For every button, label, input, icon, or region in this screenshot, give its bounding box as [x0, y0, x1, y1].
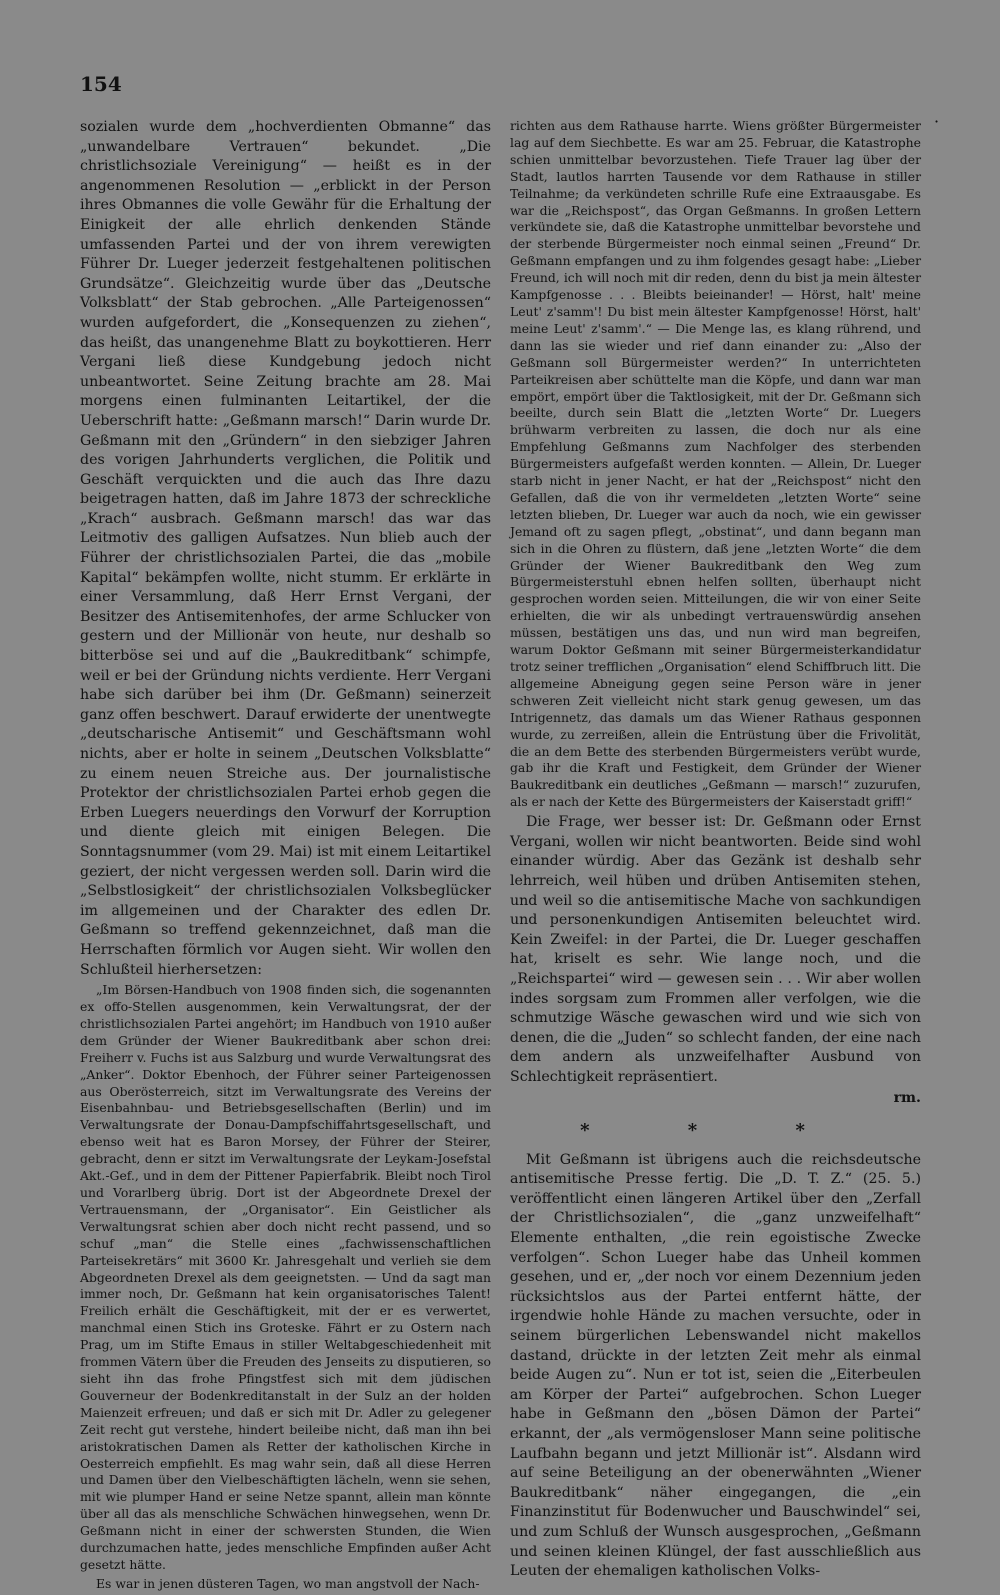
article-paragraph: sozialen wurde dem „hochverdienten Obmanne“ das „unwandelbare Vertrauen“ bekundet. „Die christlichsoziale Vereinigung“ — heißt es in der angenommenen Resolution — „erblickt in der Person ihres Obmannes die volle Gewähr für die Erhaltung der Einigkeit der alle ehrlich denkenden Stände umfassenden Partei und der von ihrem verewigten Führer Dr. Lueger jederzeit festgehaltenen politischen Grundsätze“. Gleichzeitig wurde über das „Deutsche Volksblatt“ der Stab gebrochen. „Alle Parteigenossen“ wurden aufgefordert, die „Konsequenzen zu ziehen“, das heißt, das unangenehme Blatt zu boykottieren. Herr Vergani ließ diese Kundgebung jedoch nicht unbeantwortet. Seine Zeitung brachte am 28. Mai morgens einen fulminanten Leitartikel, der die Ueberschrift hatte: „Geßmann marsch!“ Darin wurde Dr. Geßmann mit den „Gründern“ in den siebziger Jahren des vorigen Jahrhunderts verglichen, die Politik und Geschäft verquickten und die auch das Ihre dazu beigetragen hatten, daß im Jahre 1873 der schreckliche „Krach“ ausbrach. Geßmann marsch! das war das Leitmotiv des galligen Aufsatzes. Nun blieb auch der Führer der christlichsozialen Partei, die das „mobile Kapital“ bekämpfen wollte, nicht stumm. Er erklärte in einer Versammlung, daß Herr Ernst Vergani, der Besitzer des Antisemitenhofes, der arme Schlucker von gestern und der Millionär von heute, nur deshalb so bitterböse sei und auf die „Baukreditbank“ schimpfe, weil er bei der Gründung nichts verdiente. Herr Vergani habe sich darüber bei ihm (Dr. Geßmann) seinerzeit ganz offen beschwert. Darauf erwiderte der unentwegte „deutscharische Antisemit“ und Geschäftsmann wohl nichts, aber er holte in seinem „Deutschen Volksblatte“ zu einem neuen Streiche aus. Der journalistische Protektor der christlichsozialen Partei erhob gegen die Erben Luegers neuerdings den Vorwurf der Korruption und diente gleich mit einigen Belegen. Die Sonntagsnummer (vom 29. Mai) ist mit einem Leitartikel geziert, der nicht vergessen werden soll. Darin wird die „Selbstlosigkeit“ der christlichsozialen Volksbeglücker im allgemeinen und der Charakter des edlen Dr. Geßmann so treffend gekennzeichnet, daß man die Herrschaften förmlich vor Augen sieht. Wir wollen den Schlußteil hierhersetzen:	[80, 119, 491, 978]
author-signature: rm.	[893, 1090, 921, 1107]
article-paragraph: Mit Geßmann ist übrigens auch die reichsdeutsche antisemitische Presse fertig. Die „D. T. Z.“ (25. 5.) veröffentlicht einen längeren Artikel über den „Zerfall der Christlichsozialen“, die „ganz unzweifelhaft“ Elemente enthalten, „die rein egoistische Zwecke verfolgen“. Schon Lueger habe das Unheil kommen gesehen, und er, „der noch vor einem Dezennium jeden rücksichtslos aus der Partei entfernt hätte, der irgendwie hohle Hände zu machen versuchte, oder in seinem bürgerlichen Lebenswandel nicht makellos dastand, drückte in der letzten Zeit mehr als einmal beide Augen zu“. Nun er tot ist, seien die „Eiterbeulen am Körper der Partei“ aufgebrochen. Schon Lueger habe in Geßmann den „bösen Dämon der Partei“ erkannt, der „als vermögensloser Mann seine politische Laufbahn begann und jetzt Millionär ist“. Alsdann wird auf seine Beteiligung an der obenerwähnten „Wiener Baukreditbank“ näher eingegangen, die „ein Finanzinstitut für Bodenwucher und Bauschwindel“ sei, und zum Schluß der Wunsch ausgesprochen, „Geßmann und seinen kleinen Klüngel, der fast ausschließlich aus Leuten der ehemaligen katholischen Volks-	[510, 1151, 921, 1580]
right-column	[510, 118, 921, 1584]
left-column	[80, 118, 491, 1595]
quoted-passage-continued: richten aus dem Rathause harrte. Wiens größter Bürgermeister lag auf dem Siechbette. Es war am 25. Februar, die Katastrophe schien unmittelbar bevorzustehen. Tiefe Trauer lag über der Stadt, lautlos harrten Tausende vor dem Rathause in stiller Teilnahme; da verkündeten schrille Rufe eine Extraausgabe. Es war die „Reichspost“, das Organ Geßmanns. In großen Lettern verkündete sie, daß die Katastrophe unmittelbar bevorstehe und der sterbende Bürgermeister noch einmal seinen „Freund“ Dr. Geßmann empfangen und zu ihm folgendes gesagt habe: „Lieber Freund, ich will noch mit dir reden, denn du bist ja mein ältester Kampfgenosse . . . Bleibts beieinander! — Hörst, halt' meine Leut' z'samm'! Du bist mein ältester Kampfgenosse! Hörst, halt' meine Leut' z'samm'.“ — Die Menge las, es klang rührend, und dann las sie wieder und rief dann einander zu: „Also der Geßmann soll Bürgermeister werden?“ In unterrichteten Parteikreisen aber schüttelte man die Köpfe, und dann war man empört, empört über die Taktlosigkeit, mit der Dr. Geßmann sich beeilte, durch sein Blatt die „letzten Worte“ Dr. Luegers brühwarm verbreiten zu lassen, die doch nur als eine Empfehlung Geßmanns zum Nachfolger des sterbenden Bürgermeisters aufgefaßt werden konnten. — Allein, Dr. Lueger starb nicht in jener Nacht, er hat der „Reichspost“ nicht den Gefallen, daß die von ihr vermeldeten „letzten Worte“ seine letzten blieben, Dr. Lueger war auch da noch, wie ein gewisser Jemand oft zu sagen pflegt, „obstinat“, und dann begann man sich in die Ohren zu flüstern, daß jene „letzten Worte“ die dem Gründer der Wiener Baukreditbank den Weg zum Bürgermeisterstuhl ebnen helfen sollten, überhaupt nicht gesprochen worden seien. Mitteilungen, die wir von einer Seite erhielten, die wir als unbedingt vertrauenswürdig ansehen müssen, bestätigen uns das, und nun wird man begreifen, warum Doktor Geßmann mit seiner Bürgermeisterkandidatur trotz seiner trefflichen „Organisation“ elend Schiffbruch litt. Die allgemeine Abneigung gegen seine Person wäre in jener schweren Zeit vielleicht nicht stark genug gewesen, um das Intrigennetz, das damals um das Wiener Rathaus gesponnen wurde, zu zerreißen, allein die Entrüstung über die Frivolität, die an dem Bette des sterbenden Bürgermeisters verübt wurde, gab ihr die Kraft und Festigkeit, dem Gründer der Wiener Baukreditbank ein deutliches „Geßmann — marsch!“ zuzurufen, als er nach der Kette des Bürgermeisters der Kaiserstadt griff!“	[510, 118, 921, 810]
quoted-passage: „Im Börsen-Handbuch von 1908 finden sich, die sogenannten ex offo-Stellen ausgenommen, kein Verwaltungsrat, der der christlichsozialen Partei angehört; im Handbuch von 1910 außer dem Gründer der Wiener Baukreditbank aber schon drei: Freiherr v. Fuchs ist aus Salzburg und wurde Verwaltungsrat des „Anker“. Doktor Ebenhoch, der Führer seiner Parteigenossen aus Oberösterreich, sitzt im Verwaltungsrate des Vereins der Eisenbahnbau- und Betriebsgesellschaften (Berlin) und im Verwaltungsrate der Donau-Dampfschiffahrtsgesellschaft, und ebenso weit hat es Baron Morsey, der Führer der Steirer, gebracht, denn er sitzt im Verwaltungsrate der Leykam-Josefstal Akt.-Gef., und in dem der Pittener Papierfabrik. Bleibt noch Tirol und Vorarlberg übrig. Dort ist der Abgeordnete Drexel der Vertrauensmann, der „Organisator“. Ein Geistlicher als Verwaltungsrat schien aber doch nicht recht passend, und so schuf „man“ die Stelle eines „fachwissenschaftlichen Parteisekretärs“ mit 3600 Kr. Jahresgehalt und verlieh sie dem Abgeordneten Drexel als dem geeignetsten. — Und da sagt man immer noch, Dr. Geßmann hat kein organisatorisches Talent! Freilich erhält die Geschäftigkeit, mit der er es verwertet, manchmal einen Stich ins Groteske. Fährt er zu Ostern nach Prag, um im Stifte Emaus in stiller Weltabgeschiedenheit mit frommen Vätern über die Freuden des Jenseits zu disputieren, so sieht ihn das frohe Pfingstfest sich mit dem jüdischen Gouverneur der Bodenkreditanstalt in der Sulz an der holden Maienzeit erfreuen; und daß er sich mit Dr. Adler zu gelegener Zeit recht gut verstehe, hindert beileibe nicht, daß man ihn bei aristokratischen Damen als Retter der katholischen Kirche in Oesterreich empfiehlt. Es mag wahr sein, daß all diese Herren und Damen über den Vielbeschäftigten lächeln, wenn sie sehen, mit wie plumper Hand er seine Netze spannt, allein man könnte über all das als menschliche Schwächen hinwegsehen, wenn Dr. Geßmann nicht in einer der schwersten Stunden, die Wien durchzumachen hatte, jedes menschliche Empfinden außer Acht gesetzt hätte.	[80, 982, 491, 1572]
article-paragraph: Die Frage, wer besser ist: Dr. Geßmann oder Ernst Vergani, wollen wir nicht beantworten. Beide sind wohl einander würdig. Aber das Gezänk ist deshalb sehr lehrreich, weil hüben und drüben Antisemiten stehen, und weil so die antisemitische Mache von sachkundigen und personenkundigen Antisemiten beleuchtet wird. Kein Zweifel: in der Partei, die Dr. Lueger geschaffen hat, kriselt es sehr. Wie lange noch, und die „Reichspartei“ wird — gewesen sein . . . Wir aber wollen indes sorgsam zum Frommen aller verfolgen, wie die schmutzige Wäsche gewaschen wird und wie sich von denen, die die „Juden“ so schlecht fanden, der eine nach dem andern als unzweifelhafter Ausbund von Schlechtigkeit repräsentiert.	[510, 814, 921, 1085]
article-paragraph: Es war in jenen düsteren Tagen, wo man angstvoll der Nach-	[96, 1575, 480, 1591]
section-separator: * * *	[580, 1120, 851, 1142]
page-number: 154	[80, 72, 122, 96]
margin-mark: ·	[934, 112, 940, 131]
